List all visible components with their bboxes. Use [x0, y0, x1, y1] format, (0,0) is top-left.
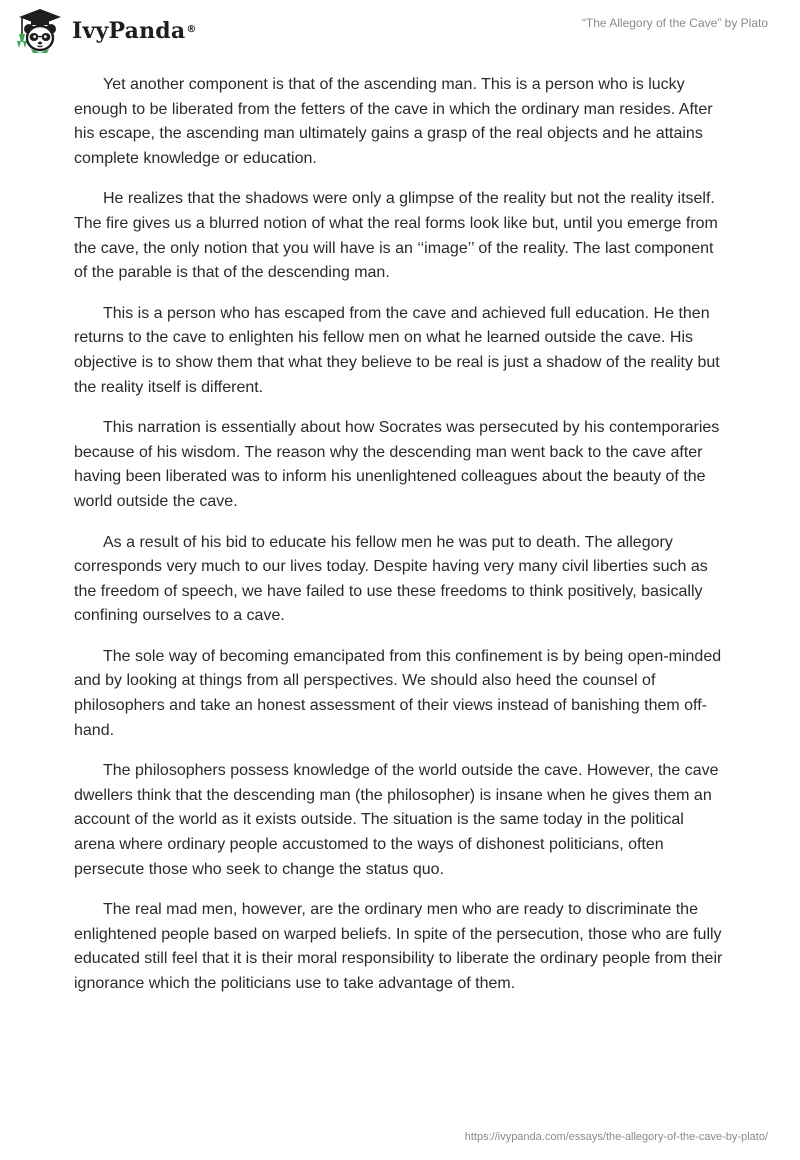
- paragraph: As a result of his bid to educate his fellow men he was put to death. The allegory corresponds very much to our lives today. Despite having very many civil liberties such as the freedom of speech, we have failed to use these freedoms to think positively, basically confining ourselves to a cave.: [74, 533, 708, 625]
- brand-logo[interactable]: [14, 8, 196, 54]
- paragraph: The real mad men, however, are the ordinary men who are ready to discriminate the enlightened people based on warped beliefs. In spite of the persecution, those who are fully educated still feel that it is their moral responsibility to liberate the ordinary people from their ignorance which the politicians use to take advantage of them.: [74, 901, 723, 992]
- paragraph: This narration is essentially about how Socrates was persecuted by his contemporaries because of his wisdom. The reason why the descending man went back to the cave after having been liberated was to inform his unenlightened colleagues about the beauty of the world outside the cave.: [74, 419, 720, 510]
- paragraph: The philosophers possess knowledge of the world outside the cave. However, the cave dwellers think that the descending man (the philosopher) is insane when he gives them an account of the world as it exists outside. The situation is the same today in the political arena where ordinary people accustomed to the ways of dishonest politicians, often persecute those who seek to change the status quo.: [74, 762, 719, 878]
- paragraph: Yet another component is that of the ascending man. This is a person who is lucky enough to be liberated from the fetters of the cave in which the ordinary man resides. After his escape, the ascending man ultimately gains a grasp of the real objects and he attains complete knowledge or education.: [74, 76, 713, 167]
- essay-body: [74, 73, 728, 1013]
- document-title: “The Allegory of the Cave” by Plato: [581, 16, 768, 30]
- paragraph: He realizes that the shadows were only a glimpse of the reality but not the reality itself. The fire gives us a blurred notion of what the real forms look like but, until you emerge from the cave, the only notion that you will have is an ‘‘image’’ of the reality. The last component of the parable is that of the descending man.: [74, 190, 718, 282]
- brand-name: IvyPanda: [72, 18, 186, 44]
- panda-graduate-icon: [14, 8, 66, 54]
- paragraph: The sole way of becoming emancipated from this confinement is by being open-minded and by looking at things from all perspectives. We should also heed the counsel of philosophers and take an honest assessment of their views instead of banishing them off-hand.: [74, 647, 722, 739]
- page-header: [0, 0, 800, 64]
- paragraph: This is a person who has escaped from the cave and achieved full education. He then returns to the cave to enlighten his fellow men on what he learned outside the cave. His objective is to show them that what they believe to be real is just a shadow of the reality but the reality itself is different.: [74, 304, 720, 396]
- source-url-link[interactable]: https://ivypanda.com/essays/the-allegory-of-the-cave-by-plato/: [464, 1131, 768, 1143]
- brand-registered-mark: ®: [186, 23, 197, 35]
